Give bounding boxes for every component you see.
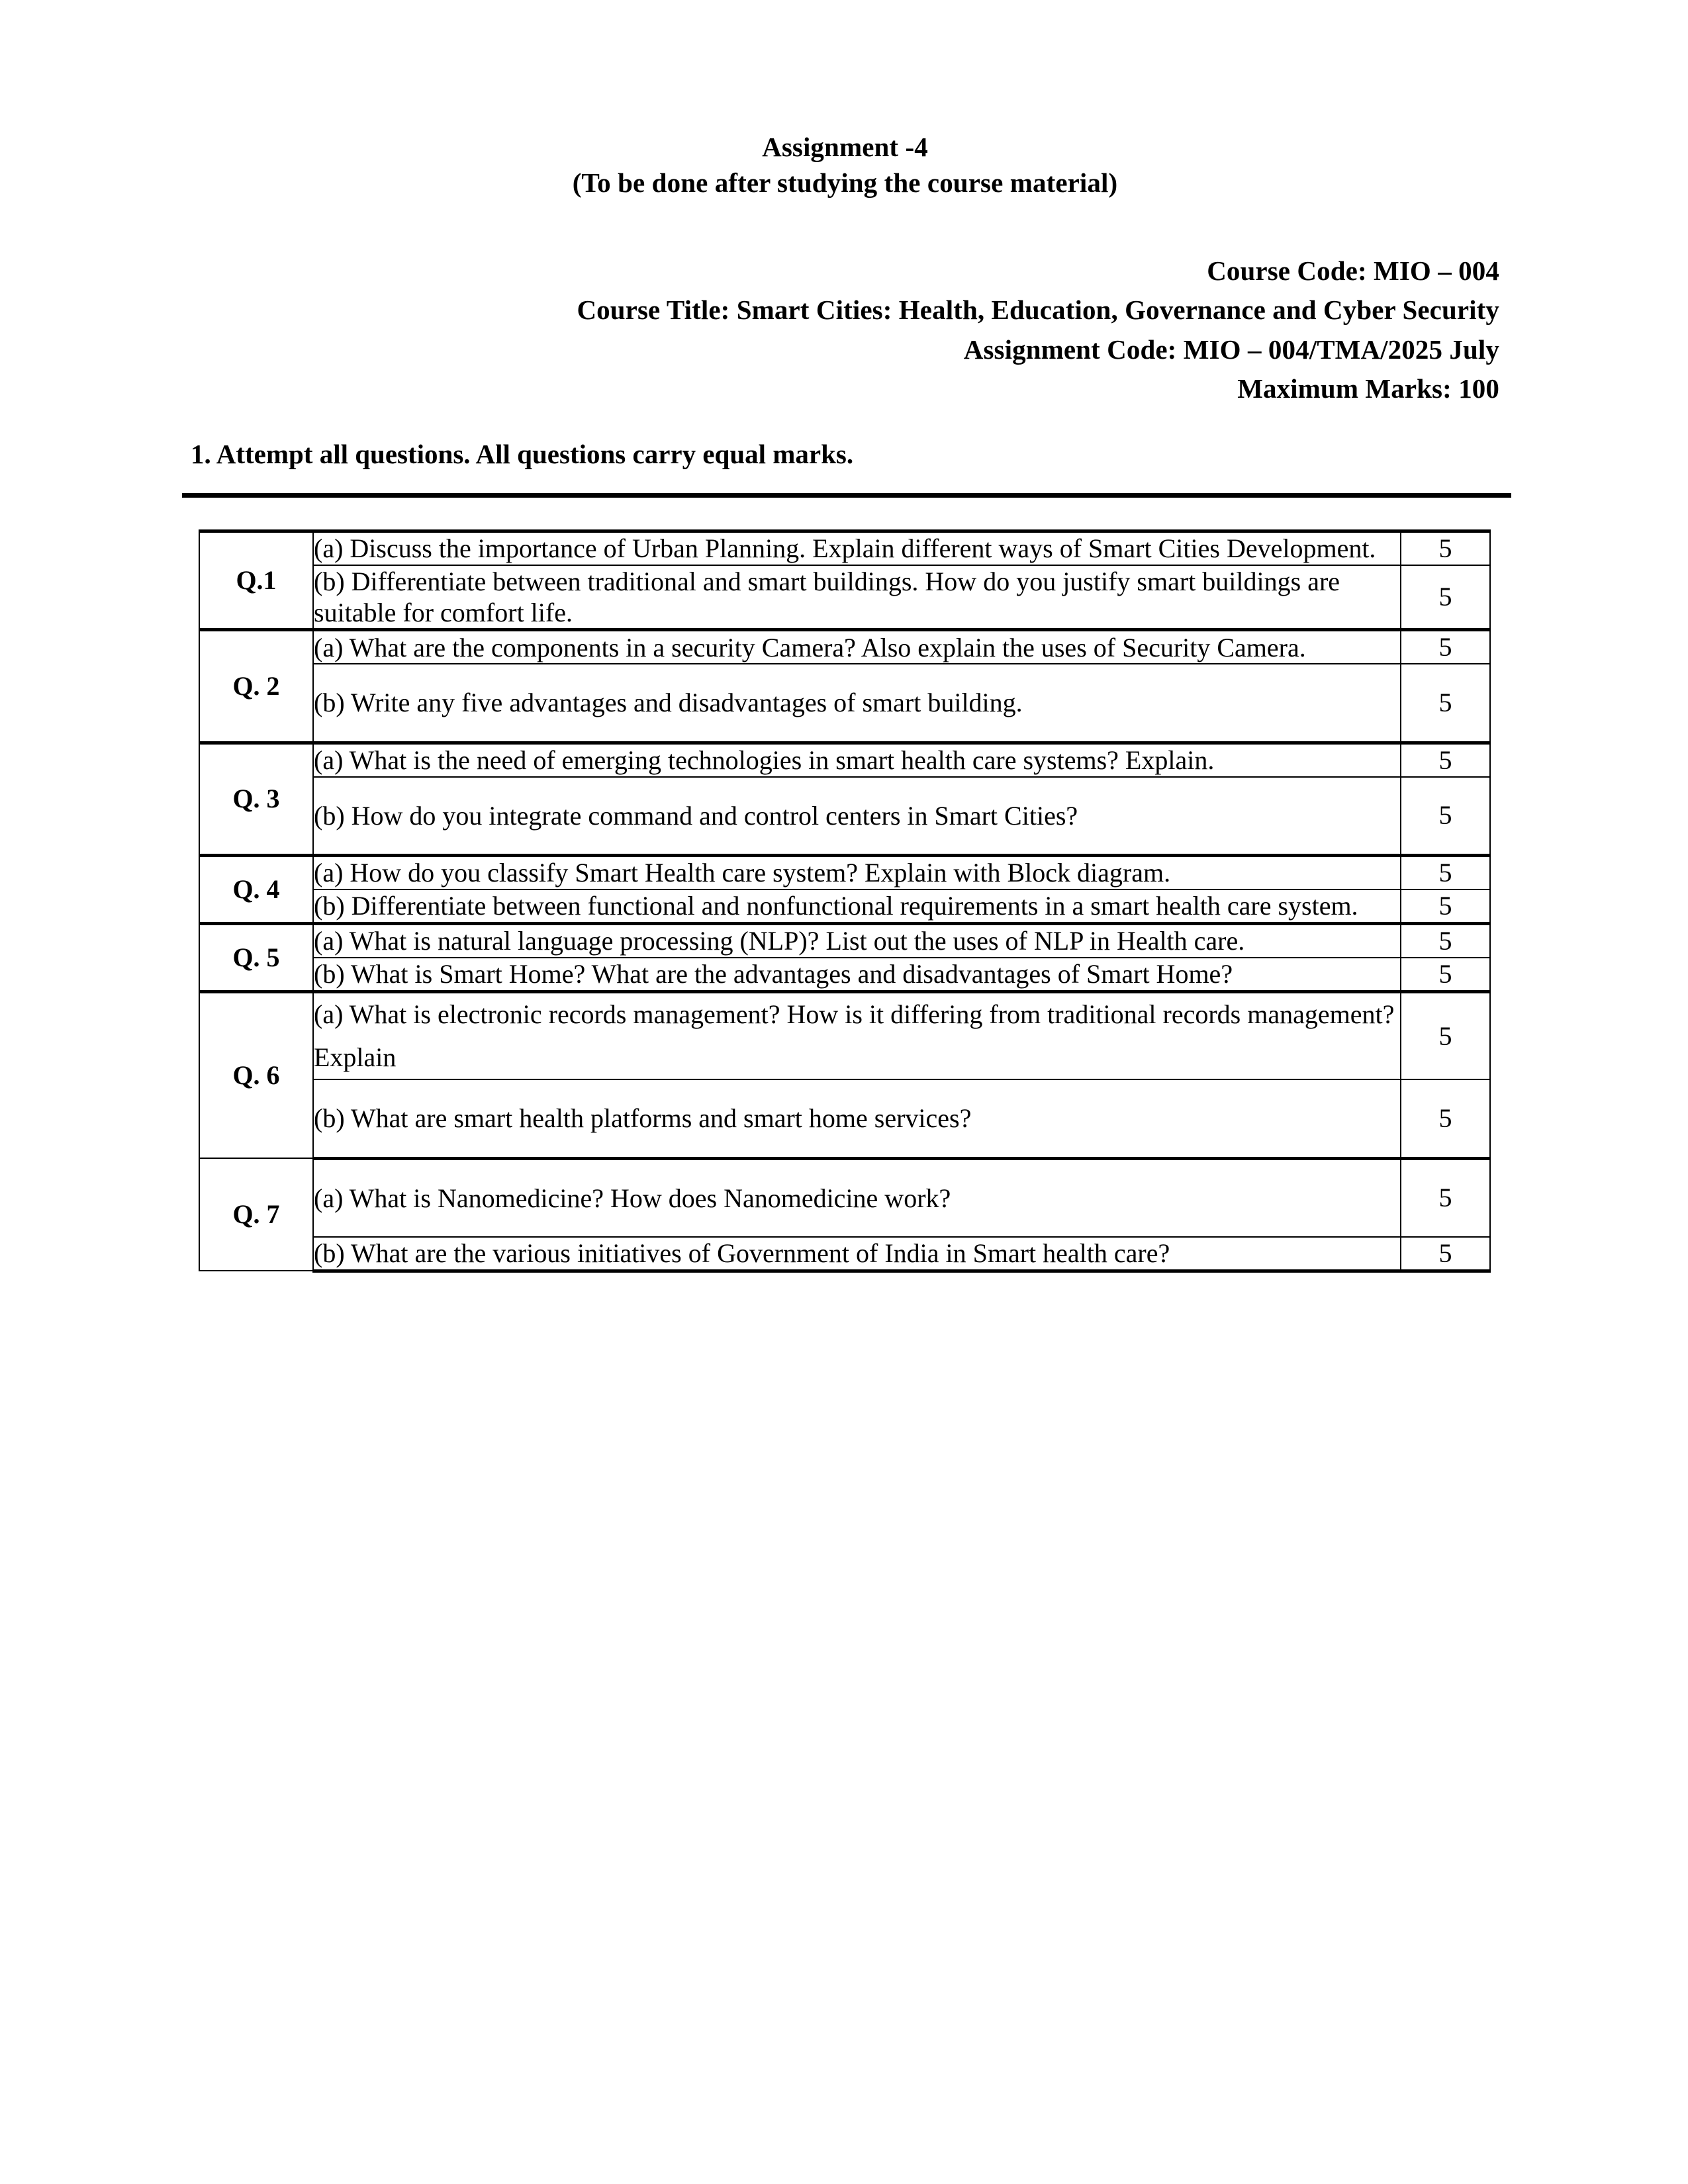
question-number: Q. 6 — [199, 991, 313, 1158]
question-marks: 5 — [1401, 630, 1490, 664]
table-row — [199, 1237, 1490, 1271]
question-number: Q. 7 — [199, 1158, 313, 1271]
question-text: (a) How do you classify Smart Health care system? Explain with Block diagram. — [313, 855, 1401, 889]
question-text: (a) What is natural language processing (NLP)? List out the uses of NLP in Health care. — [313, 923, 1401, 958]
question-number: Q. 2 — [199, 630, 313, 743]
question-text: (b) How do you integrate command and control centers in Smart Cities? — [313, 777, 1401, 856]
question-text: (b) What are the various initiatives of Government of India in Smart health care? — [313, 1237, 1401, 1271]
question-text: (b) Differentiate between traditional and smart buildings. How do you justify smart buildings are suitable for comfort life. — [313, 565, 1401, 630]
question-marks: 5 — [1401, 958, 1490, 992]
table-row — [199, 923, 1490, 958]
course-code: Course Code: MIO – 004 — [1207, 255, 1499, 286]
table-row — [199, 630, 1490, 664]
table-row — [199, 777, 1490, 856]
question-marks: 5 — [1401, 991, 1490, 1079]
question-text: (a) What are the components in a security Camera? Also explain the uses of Security Camera. — [313, 630, 1401, 664]
question-marks: 5 — [1401, 777, 1490, 856]
table-row — [199, 889, 1490, 924]
question-marks: 5 — [1401, 1158, 1490, 1237]
question-text: (b) What are smart health platforms and smart home services? — [313, 1079, 1401, 1158]
question-marks: 5 — [1401, 531, 1490, 566]
question-marks: 5 — [1401, 889, 1490, 924]
question-marks: 5 — [1401, 664, 1490, 743]
question-marks: 5 — [1401, 855, 1490, 889]
question-number: Q.1 — [199, 531, 313, 630]
question-marks: 5 — [1401, 1079, 1490, 1158]
maximum-marks: Maximum Marks: 100 — [1237, 373, 1499, 404]
horizontal-rule-divider — [182, 493, 1511, 498]
assignment-code: Assignment Code: MIO – 004/TMA/2025 July — [963, 334, 1499, 365]
assignment-subtitle: (To be done after studying the course material) — [572, 167, 1118, 199]
table-row — [199, 531, 1490, 566]
question-text: (a) Discuss the importance of Urban Planning. Explain different ways of Smart Cities Development. — [313, 531, 1401, 566]
question-text: (b) Differentiate between functional and nonfunctional requirements in a smart health care system. — [313, 889, 1401, 924]
assignment-title: Assignment -4 — [762, 132, 928, 162]
question-marks: 5 — [1401, 1237, 1490, 1271]
table-row — [199, 743, 1490, 777]
course-title: Course Title: Smart Cities: Health, Education, Governance and Cyber Security — [577, 295, 1499, 326]
question-marks: 5 — [1401, 565, 1490, 630]
question-text: (a) What is the need of emerging technologies in smart health care systems? Explain. — [313, 743, 1401, 777]
table-row — [199, 1079, 1490, 1158]
question-number: Q. 4 — [199, 855, 313, 923]
question-text: (b) What is Smart Home? What are the advantages and disadvantages of Smart Home? — [313, 958, 1401, 992]
table-row — [199, 565, 1490, 630]
question-text: (b) Write any five advantages and disadvantages of smart building. — [313, 664, 1401, 743]
instruction-line: 1. Attempt all questions. All questions carry equal marks. — [191, 439, 854, 469]
course-info-block — [191, 251, 1499, 409]
question-number: Q. 3 — [199, 743, 313, 855]
table-row — [199, 991, 1490, 1079]
table-row — [199, 855, 1490, 889]
question-text: (a) What is Nanomedicine? How does Nanomedicine work? — [313, 1158, 1401, 1237]
table-row — [199, 1158, 1490, 1237]
question-number: Q. 5 — [199, 923, 313, 991]
table-row — [199, 958, 1490, 992]
question-marks: 5 — [1401, 743, 1490, 777]
document-title-block — [191, 129, 1499, 201]
question-marks: 5 — [1401, 923, 1490, 958]
question-text: (a) What is electronic records management? How is it differing from traditional records management? Explain — [313, 991, 1401, 1079]
table-row — [199, 664, 1490, 743]
questions-table — [199, 529, 1491, 1273]
